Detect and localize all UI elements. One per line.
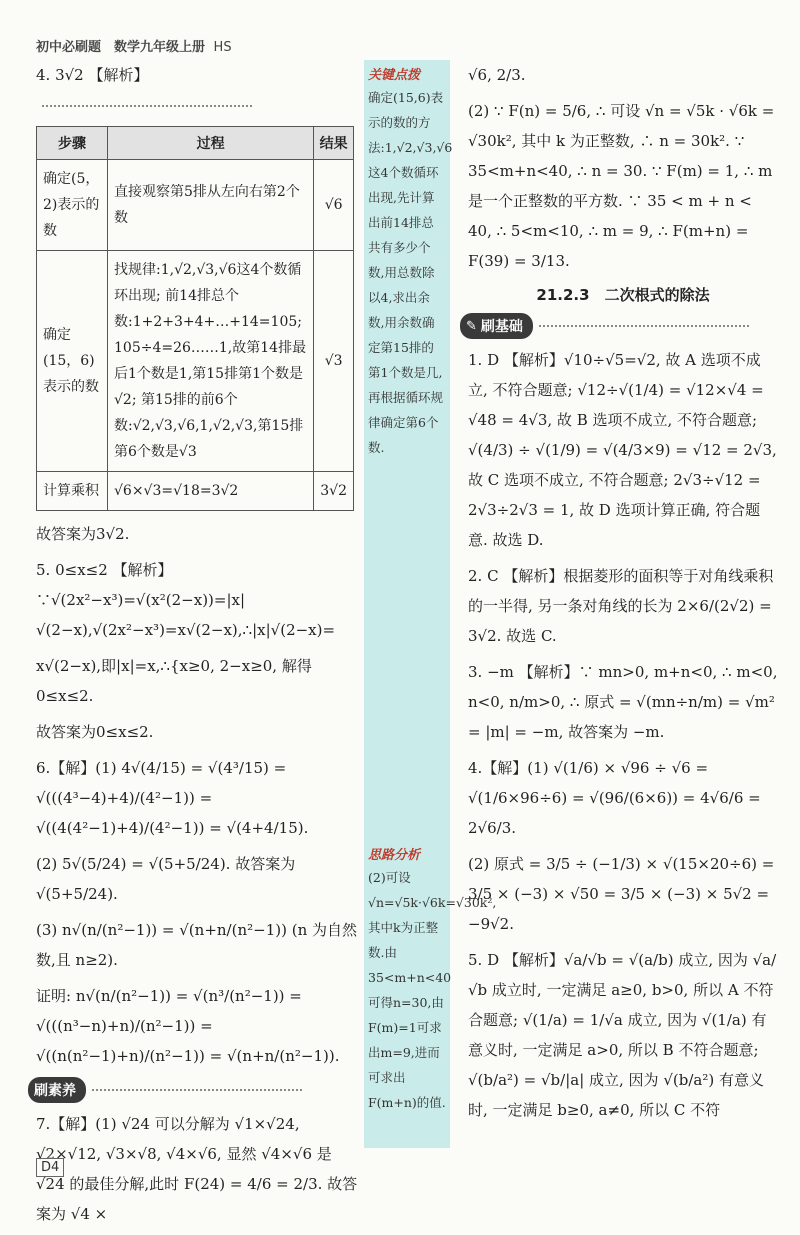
process-cell: √6×√3=√18=3√2 [108, 472, 314, 511]
result-cell: √3 [314, 251, 354, 472]
q6-part-3: (3) n√(n/(n²−1)) = √(n+n/(n²−1)) (n 为自然数,且 n≥2). [36, 921, 357, 969]
left-column [36, 60, 362, 1235]
q7-text: 7.【解】(1) √24 可以分解为 √1×√24, √2×√12, √3×√8, √4×√6, 显然 √4×√6 是 √24 的最佳分解,此时 F(24) = 4/6 = 2/3. 故答案为 √4 × [36, 1115, 358, 1223]
q5-answer: 故答案为0≤x≤2. [36, 723, 154, 741]
step-cell: 确定(15，6)表示的数 [37, 251, 108, 472]
book-title: 初中必刷题 数学九年级上册 [36, 40, 206, 55]
q6-proof: 证明: n√(n/(n²−1)) = √(n³/(n²−1)) = √(((n³−n)+n)/(n²−1)) = √((n(n²−1)+n)/(n²−1)) = √(n+n/(n²−1)). [36, 987, 340, 1065]
banner-badge: 刷素养 [28, 1077, 86, 1103]
banner-badge: ✎ 刷基础 [460, 313, 533, 339]
dotted-rule [92, 1089, 302, 1091]
r-q1: 1. D 【解析】√10÷√5=√2, 故 A 选项不成立, 不符合题意; √12÷√(1/4) = √12×√4 = √48 = 4√3, 故 B 选项不成立, 不符合题意; √(4/3) ÷ √(1/9) = √(4/3×9) = √12 = 2√3, 故 C 选项不成立, 不符合题意; 2√3÷√12 = 2√3÷2√3 = 1, 故 D 选项计算正确, 符合题意. 故选 D. [468, 351, 777, 549]
page-header [36, 36, 232, 55]
table-header-row [37, 127, 354, 160]
table-row [37, 251, 354, 472]
col-header-step: 步骤 [37, 127, 108, 160]
r-q5: 5. D 【解析】√a/√b = √(a/b) 成立, 因为 √a/√b 成立时, 一定满足 a≥0, b>0, 所以 A 不符合题意; √(1/a) = 1/√a 成立, 因为 √(1/a) 有意义时, 一定满足 a>0, 所以 B 不符合题意; √(b/a²) = √b/|a| 成立, 因为 √(b/a²) 有意义时, 一定满足 b≥0, a≠0, 所以 C 不符 [468, 951, 777, 1119]
q4-heading: 4. 3√2 【解析】 [36, 60, 362, 120]
process-cell: 找规律:1,√2,√3,√6这4个数循环出现; 前14排总个数:1+2+3+4+…+14=105; 105÷4=26……1,故第14排最后1个数是1,第15排第1个数是√2; 第15排的前6个数:√2,√3,√6,1,√2,√3,第15排第6个数是√3 [108, 251, 314, 472]
pencil-icon: ✎ [466, 318, 477, 334]
step-cell: 计算乘积 [37, 472, 108, 511]
col-header-process: 过程 [108, 127, 314, 160]
analysis-title: 思路分析 [368, 848, 421, 863]
q5-text-2: x√(2−x),即|x|=x,∴{x≥0, 2−x≥0, 解得0≤x≤2. [36, 657, 312, 705]
cont-line-1: √6, 2/3. [468, 66, 526, 84]
r-q3: 3. −m 【解析】∵ mn>0, m+n<0, ∴ m<0, n<0, n/m>0, ∴ 原式 = √(mn÷n/m) = √m² = |m| = −m, 故答案为 −m. [468, 663, 778, 741]
q6-part-2: (2) 5√(5/24) = √(5+5/24). 故答案为 √(5+5/24). [36, 855, 296, 903]
r-q4-part2: (2) 原式 = 3/5 ÷ (−1/3) × √(15×20÷6) = 3/5 × (−3) × √50 = 3/5 × (−3) × 5√2 = −9√2. [468, 855, 775, 933]
table-row [37, 160, 354, 251]
key-tips-text: 确定(15,6)表示的数的方法:1,√2,√3,√6这4个数循环出现,先计算出前14排总共有多少个数,用总数除以4,求出余数,用余数确定第15排的第1个数是几,再根据循环规律确定第6个数. [368, 90, 453, 455]
key-tips-title: 关键点拨 [368, 68, 421, 83]
q6-part-1: 6.【解】(1) 4√(4/15) = √(4³/15) = √(((4³−4)+4)/(4²−1)) = √((4(4²−1)+4)/(4²−1)) = √(4+4/15). [36, 759, 309, 837]
section-banner-suyang [28, 1077, 362, 1103]
r-q4-part1: 4.【解】(1) √(1/6) × √96 ÷ √6 = √(1/6×96÷6) = √(96/(6×6)) = 4√6/6 = 2√6/3. [468, 759, 761, 837]
right-column [468, 60, 778, 1131]
q5-text-1: 5. 0≤x≤2 【解析】∵√(2x²−x³)=√(x²(2−x))=|x|√(2−x),√(2x²−x³)=x√(2−x),∴|x|√(2−x)= [36, 561, 336, 639]
page-number: D4 [36, 1158, 64, 1177]
q4-answer: 故答案为3√2. [36, 525, 130, 543]
cont-line-2: (2) ∵ F(n) = 5/6, ∴ 可设 √n = √5k · √6k = √30k², 其中 k 为正整数, ∴ n = 30k². ∵ 35<m+n<40, ∴ n = 30. ∵ F(m) = 1, ∴ m 是一个正整数的平方数. ∵ 35 < m + n < 40, ∴ 5<m<10, ∴ m = 9, ∴ F(m+n) = F(39) = 3/13. [468, 102, 775, 270]
analysis-text: (2)可设√n=√5k·√6k=√30k²,其中k为正整数.由35<m+n<40可得n=30,由F(m)=1可求出m=9,进而可求出F(m+n)的值. [368, 870, 497, 1110]
solution-table [36, 126, 354, 511]
col-header-result: 结果 [314, 127, 354, 160]
dotted-rule [42, 105, 252, 107]
section-title: 21.2.3 二次根式的除法 [536, 286, 710, 304]
process-cell: 直接观察第5排从左向右第2个数 [108, 160, 314, 251]
section-banner-jichu [460, 313, 778, 339]
result-cell: 3√2 [314, 472, 354, 511]
result-cell: √6 [314, 160, 354, 251]
r-q2: 2. C 【解析】根据菱形的面积等于对角线乘积的一半得, 另一条对角线的长为 2×6/(2√2) = 3√2. 故选 C. [468, 567, 774, 645]
dotted-rule [539, 325, 749, 327]
step-cell: 确定(5，2)表示的数 [37, 160, 108, 251]
table-row [37, 472, 354, 511]
edition-label: HS [213, 40, 232, 55]
